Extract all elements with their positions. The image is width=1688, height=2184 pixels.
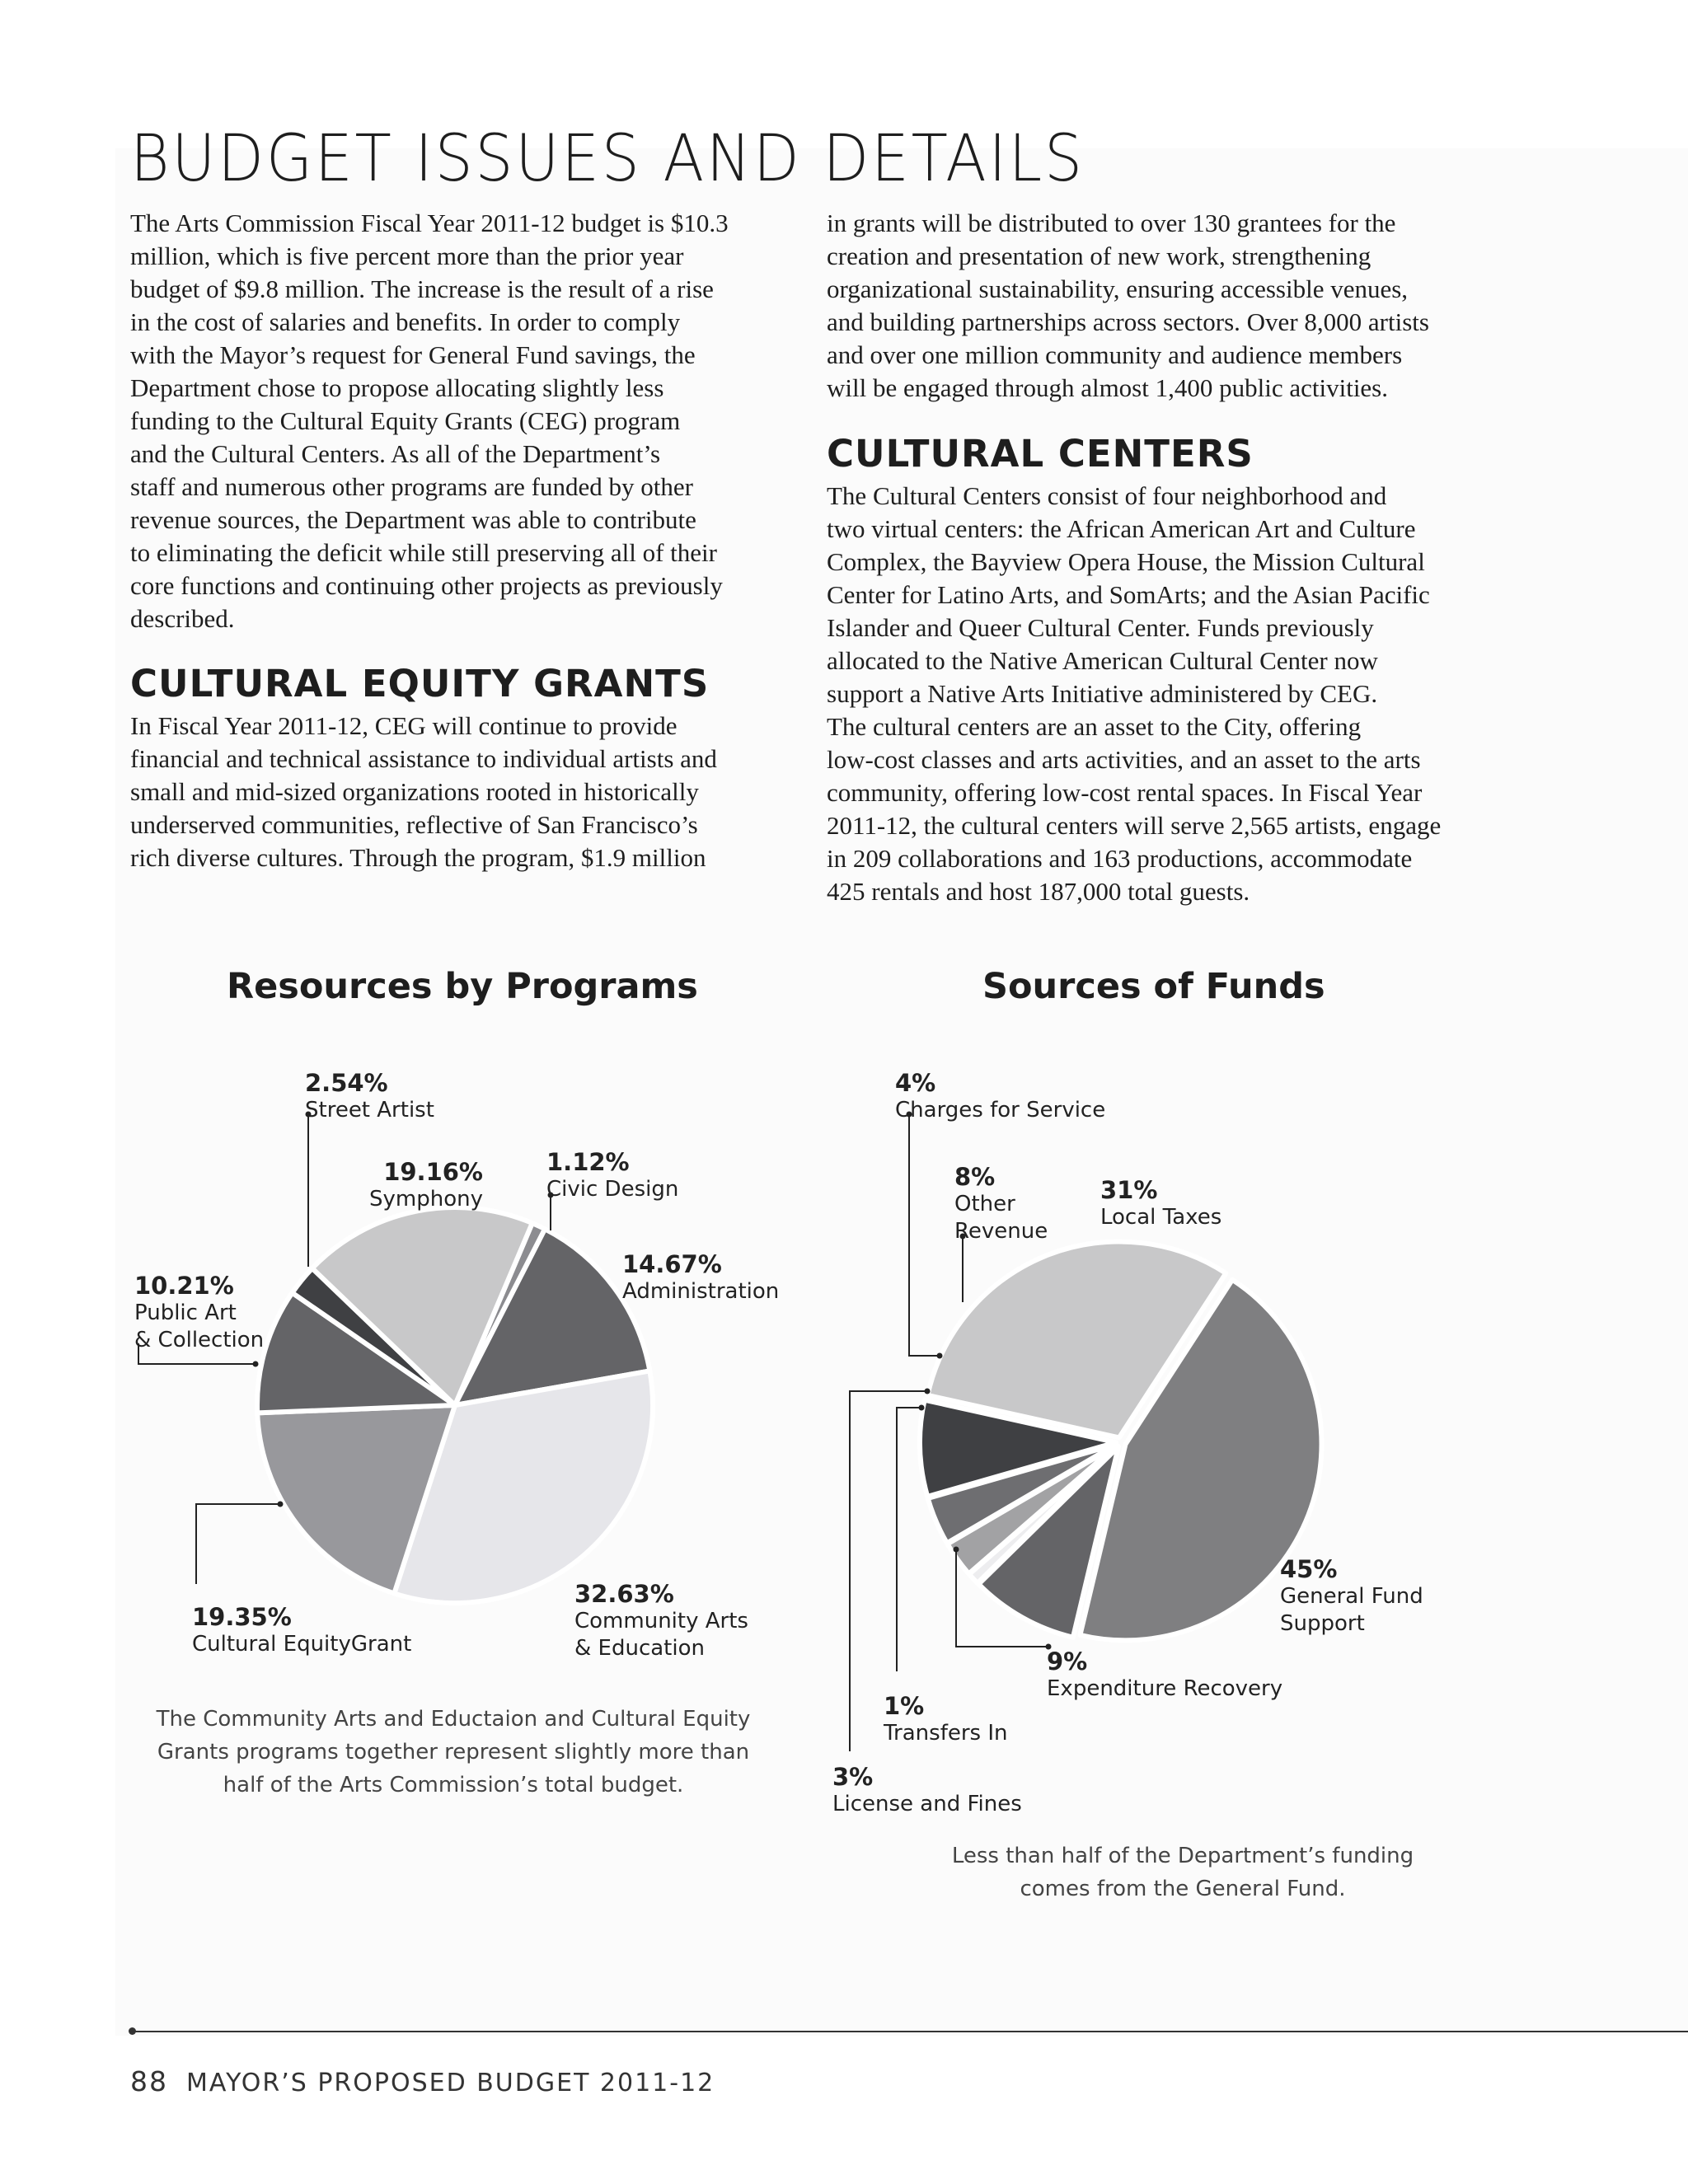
cc-paragraph: The Cultural Centers consist of four neighborhood and two virtual centers: the African American Art and Culture Complex, the Bayview Opera House, the Mission Cultural Center for Latino Arts, and SomArts; and the Asian Pacific Islander and Queer Cultural Center. Funds previously allocated to the Native American Cultural Center now support a Native Arts Initiative administered by CEG. The cultural centers are an asset to the City, offering low-cost classes and arts activities, and an asset to the arts community, offering low-cost rental spaces. In Fiscal Year 2011-12, the cultural centers will serve 2,565 artists, engage in 209 collaborations and 163 productions, accommodate 425 rentals and host 187,000 total guests. xyxy=(827,481,1442,906)
label-charges: 4% Charges for Service xyxy=(895,1069,1106,1122)
page-title: BUDGET ISSUES AND DETAILS xyxy=(130,122,1085,196)
ceg-paragraph: In Fiscal Year 2011-12, CEG will continue to provide financial and technical assistance to individual artists and small and mid-sized organizations rooted in historically underserved communities, reflective of San Francisco’s rich diverse cultures. Through the program, $1.9 million xyxy=(130,711,717,872)
ceg-heading: CULTURAL EQUITY GRANTS xyxy=(130,662,710,705)
intro-paragraph: The Arts Commission Fiscal Year 2011-12 budget is $10.3 million, which is five percent more than the prior year budget of $9.8 million. The increase is the result of a rise in the cost of salaries and benefits. In order to comply with the Mayor’s request for General Fund savings, the Department chose to propose allocating slightly less funding to the Cultural Equity Grants (CEG) program and the Cultural Centers. As all of the Department’s staff and numerous other programs are funded by other revenue sources, the Department was able to contribute to eliminating the deficit while still preserving all of their core functions and continuing other projects as previously described. xyxy=(130,209,729,633)
footer xyxy=(130,2065,715,2097)
label-public-art: 10.21% Public Art & Collection xyxy=(134,1272,265,1352)
label-cultural-equity: 19.35% Cultural EquityGrant xyxy=(192,1603,412,1657)
footer-rule xyxy=(132,2031,1688,2032)
label-community-arts: 32.63% Community Arts & Education xyxy=(574,1580,748,1661)
label-local-taxes: 31% Local Taxes xyxy=(1100,1176,1222,1230)
caption-programs: The Community Arts and Eductaion and Cultural Equity Grants programs together represent slightly more than half of the Arts Commission’s total budget. xyxy=(156,1707,751,1797)
label-license: 3% License and Fines xyxy=(832,1763,1022,1816)
leader-cultural-equity xyxy=(196,1504,280,1584)
label-expenditure: 9% Expenditure Recovery xyxy=(1047,1647,1283,1701)
caption-funds: Less than half of the Department’s funding comes from the General Fund. xyxy=(951,1844,1414,1901)
footer-dot xyxy=(129,2027,136,2035)
chart-title-programs: Resources by Programs xyxy=(227,966,698,1007)
cc-heading: CULTURAL CENTERS xyxy=(827,432,1254,476)
page-number: 88 xyxy=(130,2065,168,2097)
pie-resources-by-programs xyxy=(257,1207,653,1603)
label-general-fund: 45% General Fund Support xyxy=(1280,1555,1423,1636)
label-administration: 14.67% Administration xyxy=(622,1250,780,1304)
label-civic-design: 1.12% Civic Design xyxy=(546,1148,679,1202)
chart-title-funds: Sources of Funds xyxy=(982,966,1325,1007)
label-other-revenue: 8% Other Revenue xyxy=(954,1163,1048,1244)
pie-sources-of-funds xyxy=(920,1241,1322,1640)
footer-title: MAYOR’S PROPOSED BUDGET 2011-12 xyxy=(186,2069,715,2097)
label-symphony: 19.16% Symphony xyxy=(369,1158,483,1212)
ceg-paragraph-continued: in grants will be distributed to over 130 grantees for the creation and presentation of new work, strengthening organizational sustainability, ensuring accessible venues, and building partnerships across sectors. Over 8,000 artists and over one million community and audience members will be engaged through almost 1,400 public activities. xyxy=(827,209,1429,402)
label-transfers: 1% Transfers In xyxy=(884,1692,1008,1746)
label-street-artist: 2.54% Street Artist xyxy=(305,1069,434,1122)
leader-charges xyxy=(909,1114,940,1356)
